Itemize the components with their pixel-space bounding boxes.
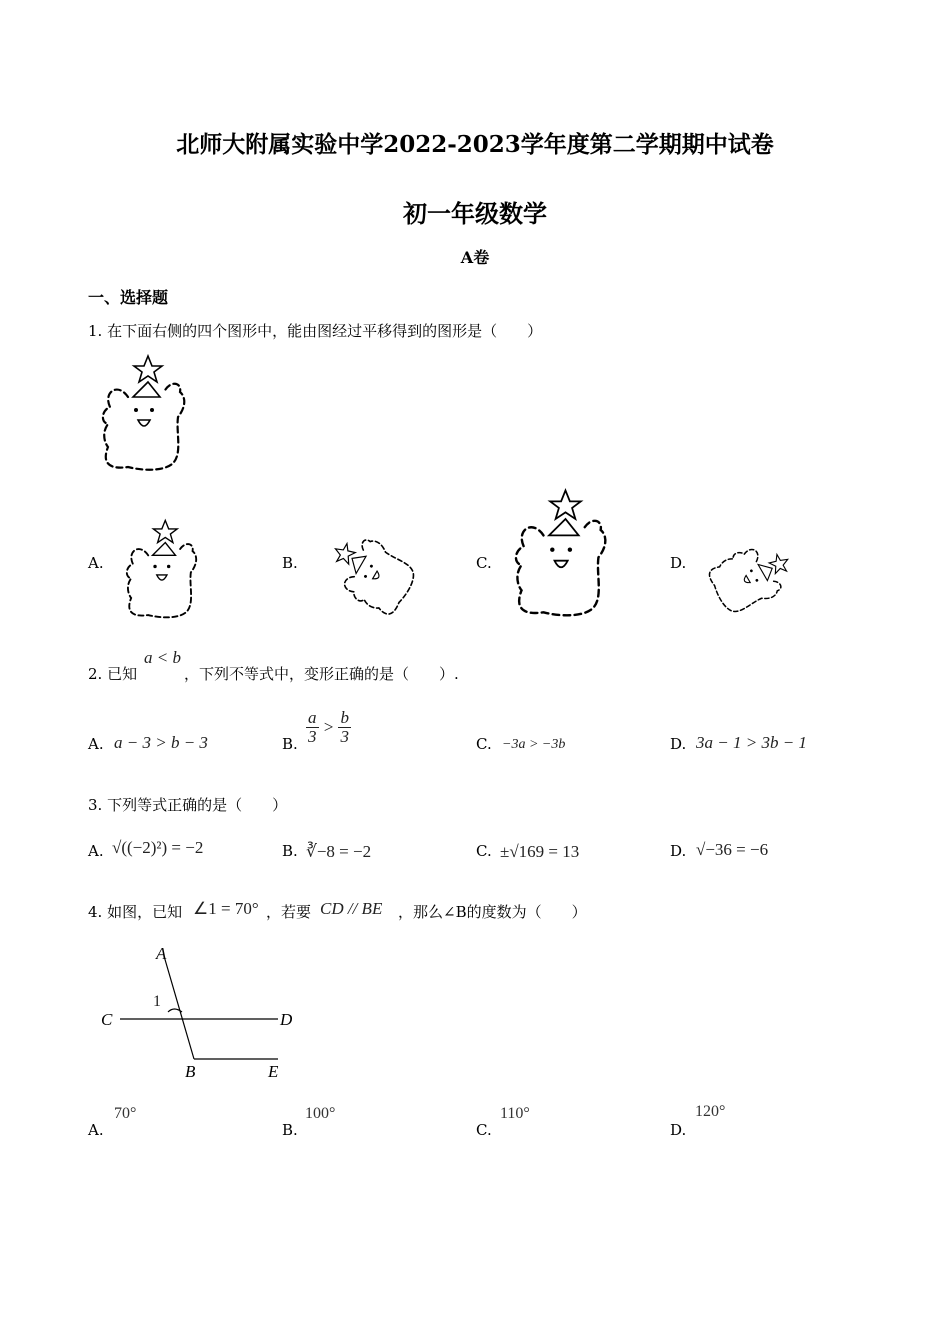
q2-option-a-expr: a − 3 > b − 3 — [114, 733, 208, 752]
question-1-stem: 1. 在下面右侧的四个图形中，能由图经过平移得到的图形是（ ） — [88, 322, 543, 340]
bear-option-d-rotated-icon — [706, 534, 798, 618]
q3-option-c-label: C. — [476, 842, 492, 860]
parallel-lines-diagram — [96, 942, 306, 1082]
q3-option-b-label: B. — [282, 842, 298, 860]
q4-option-b-value: 100° — [305, 1105, 336, 1122]
q2-option-c-expr: −3a > −3b — [502, 737, 566, 752]
q2-condition: a < b — [144, 648, 181, 667]
question-4-mid: ，若要 — [266, 903, 312, 921]
q4-parallel: CD // BE — [320, 899, 383, 918]
q3-option-b-expr: ∛−8 = −2 — [306, 842, 372, 861]
q3-option-a-expr: √((−2)²) = −2 — [112, 838, 204, 857]
frac-relation: > — [322, 717, 335, 737]
frac-left-denominator: 3 — [308, 727, 317, 746]
bear-option-a-icon — [120, 517, 202, 621]
question-3-stem: 3. 下列等式正确的是（ ） — [88, 796, 288, 814]
q1-option-a-label: A. — [88, 554, 104, 572]
q3-option-a-label: A. — [88, 842, 104, 860]
frac-left-numerator: a — [308, 708, 317, 727]
section-heading: 一、选择题 — [88, 288, 169, 307]
q1-option-b-label: B. — [282, 554, 298, 572]
q4-option-a-label: A. — [88, 1121, 104, 1139]
q3-option-d-label: D. — [670, 842, 687, 860]
q4-option-c-label: C. — [476, 1121, 492, 1139]
point-c-label: C — [101, 1010, 113, 1029]
q4-option-c-value: 110° — [500, 1105, 530, 1122]
q2-option-a-label: A. — [88, 735, 104, 753]
q4-given: ∠1 = 70° — [193, 899, 259, 918]
q1-option-d-label: D. — [670, 554, 687, 572]
q4-option-a-value: 70° — [114, 1105, 137, 1122]
page-subtitle: 初一年级数学 — [403, 199, 547, 228]
page-title: 北师大附属实验中学2022-2023学年度第二学期期中试卷 — [176, 131, 774, 158]
bear-option-c-enlarged-icon — [510, 486, 610, 620]
q2-option-b-label: B. — [282, 735, 298, 753]
angle-1-label: 1 — [153, 993, 161, 1010]
q1-option-c-label: C. — [476, 554, 492, 572]
q3-option-c-expr: ±√169 = 13 — [500, 842, 580, 861]
point-d-label: D — [280, 1010, 293, 1029]
point-a-label: A — [156, 944, 167, 963]
q2-option-d-expr: 3a − 1 > 3b − 1 — [696, 733, 807, 752]
q4-option-d-label: D. — [670, 1121, 687, 1139]
frac-right-denominator: 3 — [340, 727, 349, 746]
question-4-prefix: 4. 如图，已知 — [88, 903, 183, 921]
q3-option-d-expr: √−36 = −6 — [696, 840, 769, 859]
bear-option-b-rotated-icon — [318, 528, 422, 618]
question-2-prefix: 2. 已知 — [88, 665, 138, 683]
q2-option-b-expr — [306, 709, 351, 746]
frac-right-numerator: b — [340, 708, 349, 727]
question-4-suffix: ，那么∠B的度数为（ ） — [398, 903, 587, 921]
point-b-label: B — [185, 1062, 196, 1081]
q2-option-c-label: C. — [476, 735, 492, 753]
point-e-label: E — [268, 1062, 279, 1081]
question-2-suffix: ，下列不等式中，变形正确的是（ ）. — [184, 665, 459, 683]
q4-option-b-label: B. — [282, 1121, 298, 1139]
bear-original-icon — [98, 352, 188, 474]
part-label: A卷 — [460, 248, 490, 267]
q4-option-d-value: 120° — [695, 1103, 726, 1120]
q2-option-d-label: D. — [670, 735, 687, 753]
